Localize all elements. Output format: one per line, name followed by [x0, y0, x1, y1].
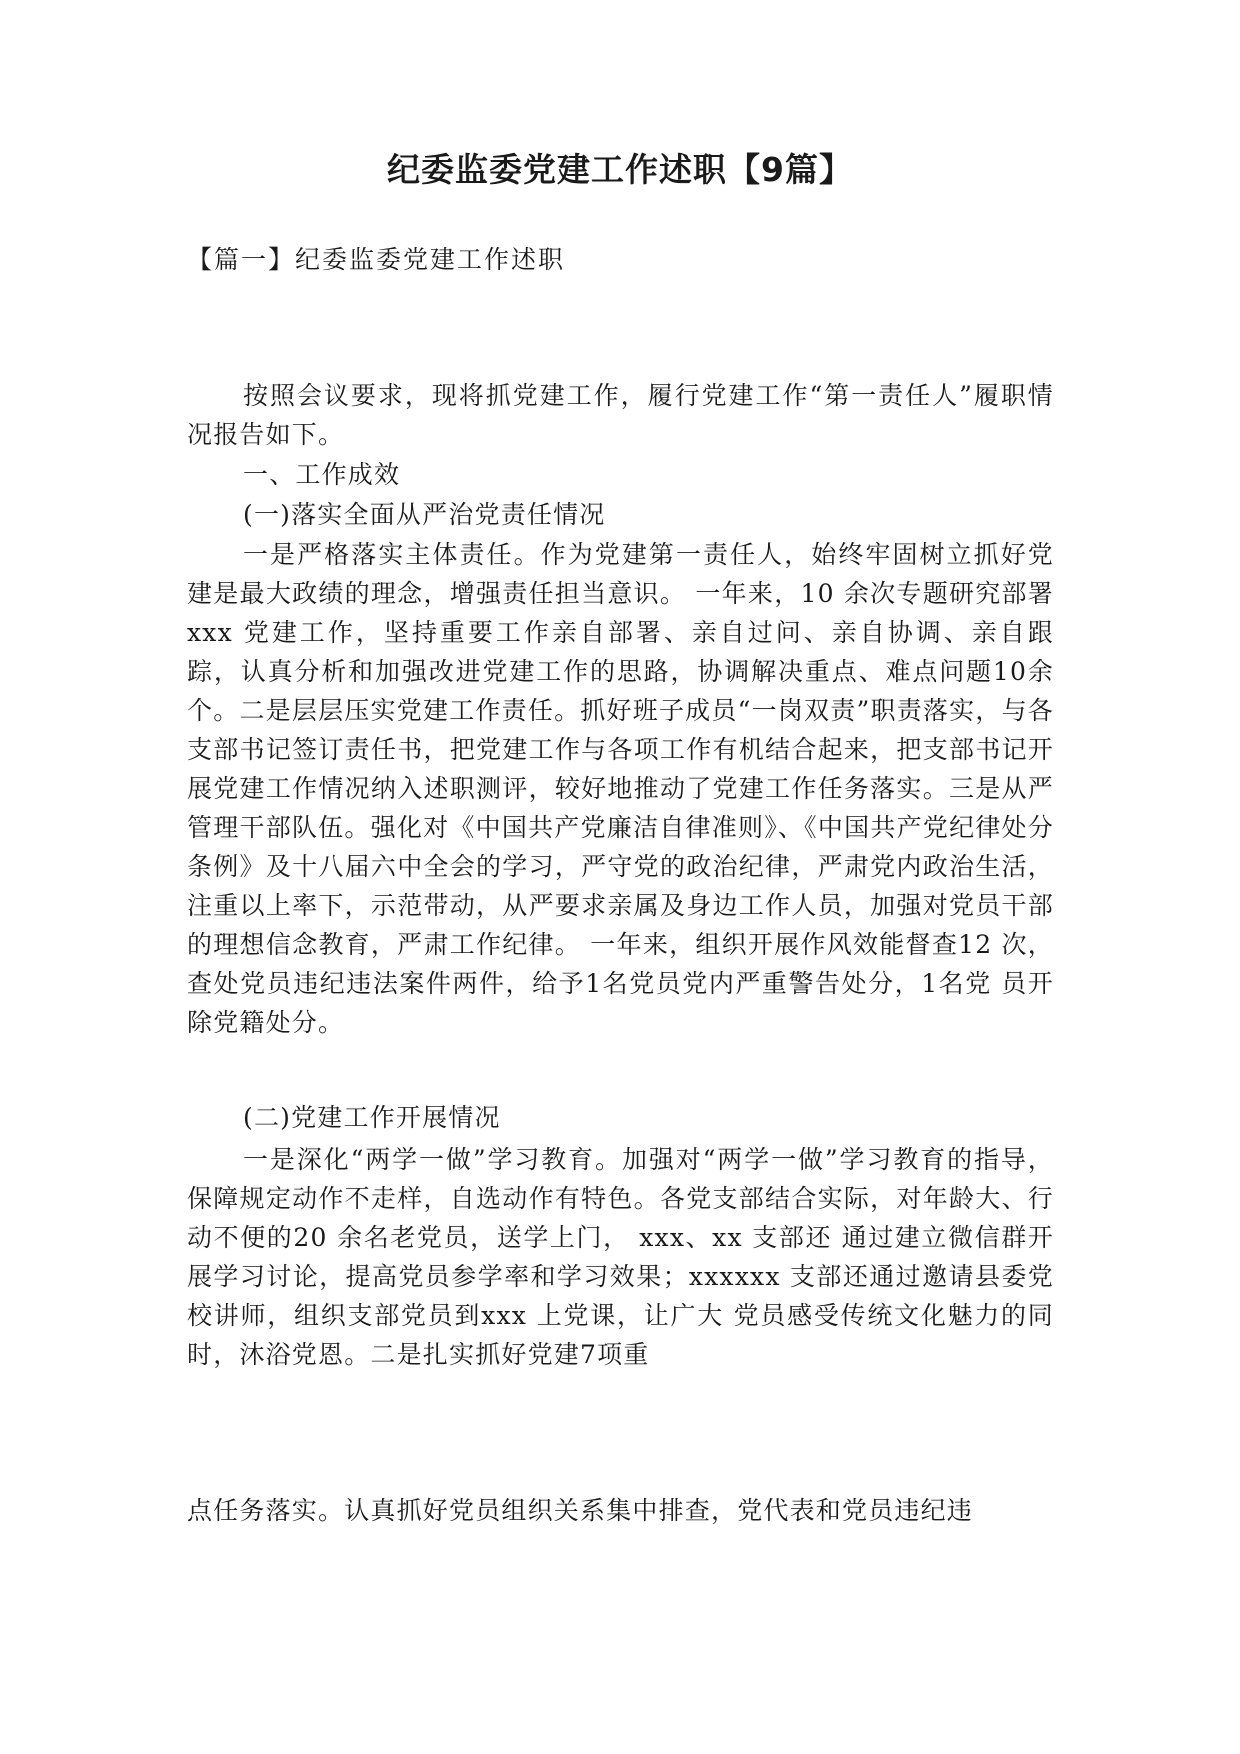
subheading-party-building: (二)党建工作开展情况 [243, 1103, 501, 1132]
paragraph-party-building: 一是深化“两学一做”学习教育。加强对“两学一做”学习教育的指导，保障规定动作不走样，自选动作有特色。各党支部结合实际，对年龄大、行动不便的20 余名老党员，送学上门， xxx、xx 支部还 通过建立微信群开展学习讨论，提高党员参学率和学习效果；xxxxxx 支部还通过邀请县委党校讲师，组织支部党员到xxx 上党课，让广大 党员感受传统文化魅力的同时，沐浴党恩。二是扎实抓好党建7项重 [187, 1145, 1054, 1369]
intro-paragraph: 按照会议要求，现将抓党建工作，履行党建工作“第一责任人”履职情况报告如下。 [187, 381, 1054, 449]
paragraph-responsibility: 一是严格落实主体责任。作为党建第一责任人，始终牢固树立抓好党建是最大政绩的理念，增强责任担当意识。 一年来，10 余次专题研究部署xxx 党建工作，坚持重要工作亲自部署、亲自过问、亲自协调、亲自跟踪，认真分析和加强改进党建工作的思路，协调解决重点、难点问题10余个。二是层层压实党建工作责任。抓好班子成员“一岗双责”职责落实，与各支部书记签订责任书，把党建工作与各项工作有机结合起来，把支部书记开展党建工作情况纳入述职测评，较好地推动了党建工作任务落实。三是从严管理干部队伍。强化对《中国共产党廉洁自律准则》、《中国共产党纪律处分条例》及十八届六中全会的学习，严守党的政治纪律，严肃党内政治生活，注重以上率下，示范带动，从严要求亲属及身边工作人员，加强对党员干部的理想信念教育，严肃工作纪律。 一年来，组织开展作风效能督查12 次，查处党员违纪违法案件两件，给予1名党员党内严重警告处分，1名党 员开除党籍处分。 [187, 540, 1054, 1037]
section-title: 【篇一】纪委监委党建工作述职 [187, 245, 566, 274]
document-title: 纪委监委党建工作述职【9篇】 [387, 150, 853, 189]
subheading-responsibility: (一)落实全面从严治党责任情况 [243, 500, 606, 529]
paragraph-continuation: 点任务落实。认真抓好党员组织关系集中排查，党代表和党员违纪违 [187, 1496, 974, 1525]
heading-work-results: 一、工作成效 [243, 460, 401, 489]
